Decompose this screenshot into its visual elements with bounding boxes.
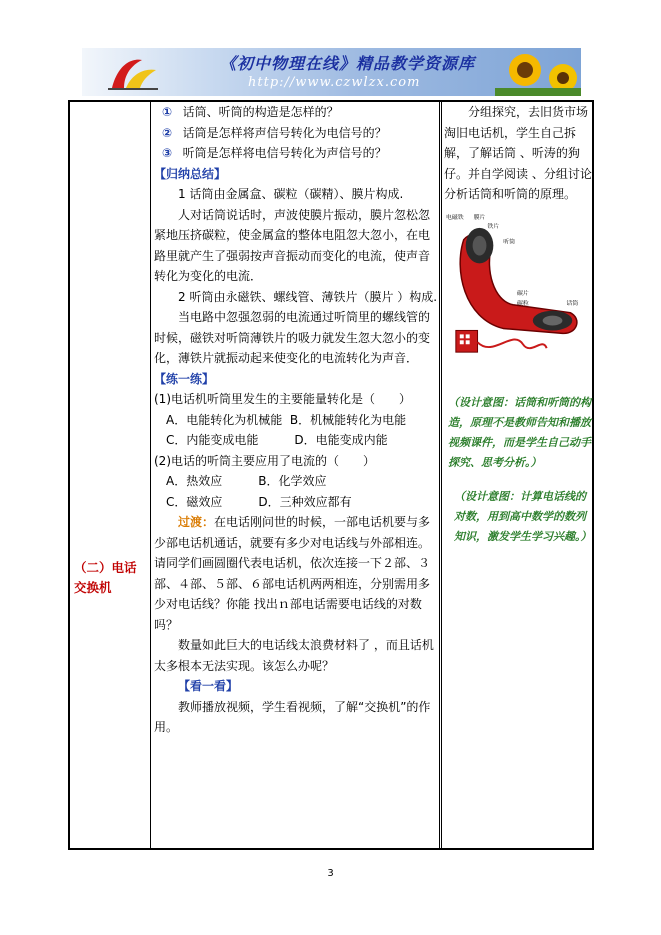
header-url: http://www.czwlzx.com — [248, 75, 421, 90]
option-row: C．内能变成电能 D．电能变成内能 — [166, 433, 388, 447]
summary-text: 2 听筒由永磁铁、螺线管、薄铁片（膜片 ）构成. — [178, 289, 438, 304]
option-row: A．电能转化为机械能 B．机械能转化为电能 — [166, 412, 407, 427]
question-item: ② 话筒是怎样将声信号转化为电信号的？ — [162, 125, 387, 140]
figure-label: 电磁铁 — [445, 214, 464, 221]
figure-label: 话筒 — [566, 300, 579, 307]
header-banner — [82, 48, 581, 96]
practice-question: (1)电话机听筒里发生的主要能量转化是（ ） — [154, 392, 411, 406]
option-row: C．磁效应 D．三种效应都有 — [166, 494, 352, 509]
lesson-table — [68, 100, 594, 850]
summary-text: 当电路中忽强忽弱的电流通过听筒里的螺线管的时候，磁铁对听筒薄铁片的吸力就发生忽大忽小的变化，薄铁片就振动起来使变化的电流转化为声音． — [154, 310, 431, 365]
section-label: （二）电话交换机 — [74, 560, 137, 595]
section-cell — [70, 102, 150, 848]
column-divider — [439, 102, 442, 848]
question-item: ① 话筒、听筒的构造是怎样的？ — [162, 105, 339, 119]
practice-question: (2)电话的听筒主要应用了电流的（ ） — [154, 453, 375, 468]
summary-heading: 【归纳总结】 — [154, 166, 227, 181]
summary-text: 1 话筒由金属盒、碳粒（碳精）、膜片构成. — [178, 187, 404, 201]
figure-label: 铁片 — [487, 223, 500, 230]
activity-text: 分组探究，去旧货市场淘旧电话机，学生自己拆解，了解话筒 、听涛的狗仔。并自学阅读 、分组讨论分析话筒和听筒的原理。 — [444, 105, 592, 201]
followup-text: 数量如此巨大的电话线太浪费材料了 ，而且话机太多根本无法实现。该怎么办呢？ — [154, 638, 434, 673]
summary-text: 人对话筒说话时，声波使膜片振动，膜片忽松忽紧地压挤碳粒，使金属盒的整体电阻忽大忽小，在电路里就产生了强弱按声音振动而变化的电流，使声音转化为变化的电流． — [154, 207, 431, 283]
transition-text: 过渡：在电话刚问世的时候，一部电话机要与多少部电话机通话，就要有多少对电话线与外部相连。请同学们画圆圈代表电话机，依次连接一下２部、３部、４部、５部、６部电话机两两相连，分别需用多少对电话线？你能 找出ｎ部电话需要电话线的对数吗？ — [154, 515, 431, 632]
option-row: A．热效应 B．化学效应 — [166, 474, 327, 488]
header-title: 《初中物理在线》精品教学资源库 — [220, 54, 476, 73]
figure-label: 碳片 — [517, 290, 529, 297]
figure-label: 碳粒 — [517, 300, 529, 307]
figure-label: 听筒 — [503, 239, 516, 246]
design-note: （设计意图：计算电话线的对数，用到高中数学的数列知识，激发学生学习兴趣。） — [454, 489, 592, 543]
question-item: ③ 听筒是怎样将电信号转化为声信号的？ — [162, 146, 387, 160]
telephone-diagram — [444, 209, 592, 369]
practice-heading: 【练一练】 — [154, 371, 215, 386]
figure-label: 膜片 — [473, 214, 486, 221]
notes-cell — [444, 102, 592, 547]
design-note: （设计意图：话筒和听筒的构造，原理不是教师告知和播放视频课件，而是学生自己动手探究、思考分析。） — [448, 395, 591, 469]
watch-text: 教师播放视频，学生看视频，了解“交换机”的作用。 — [154, 699, 431, 734]
watch-heading: 【看一看】 — [178, 679, 239, 693]
sunflower-icon — [495, 48, 581, 96]
column-divider — [150, 102, 151, 848]
content-cell — [154, 102, 439, 738]
logo-icon — [102, 54, 162, 92]
page-number: 3 — [327, 868, 334, 879]
